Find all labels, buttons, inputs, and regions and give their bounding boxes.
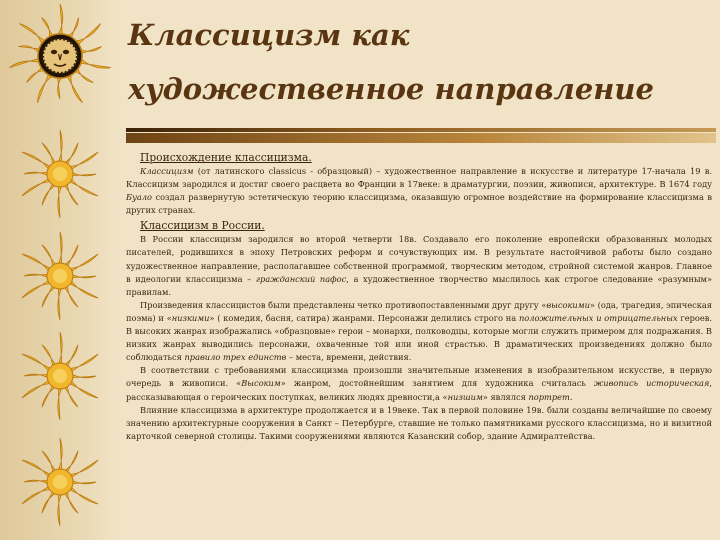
paragraph-text: . (569, 391, 573, 402)
section-heading: Происхождение классицизма. (140, 151, 312, 164)
section-heading: Классицизм в России. (140, 219, 265, 233)
body-paragraph (126, 364, 712, 403)
section-origin (126, 151, 712, 217)
emphasis-text: низкими (171, 312, 210, 323)
emphasis-text: низшим (447, 391, 483, 402)
paragraph-text: – места, времени, действия. (286, 352, 412, 363)
paragraph-text: создал развернутую эстетическую теорию классицизма, оказавшую огромное воздействие на формирование классицизма в других странах. (126, 192, 712, 216)
paragraph-text: (от латинского classicus - образцовый) – художественное направление в искусстве и литературе 17-начала 19 в. Классицизм зародился и достиг своего расцвета во Франции в 17веке: в драматургии, поэзии, живописи, архитектуре. В 1674 году (126, 166, 712, 190)
paragraph-text: » ( комедия, басня, сатира) жанрами. Персонажи делились строго на (209, 312, 519, 323)
slide-title (128, 8, 713, 116)
title-divider (126, 128, 716, 132)
emphasis-text: Классицизм (140, 166, 194, 176)
sun-icon (14, 230, 106, 322)
emphasis-text: гражданский пафос (255, 273, 347, 284)
emphasis-text: высокими (546, 299, 590, 310)
title-divider-bar (126, 133, 716, 143)
body-paragraph (126, 233, 712, 298)
sun-icon (14, 128, 106, 220)
paragraph-text: » являлся (482, 391, 529, 402)
sun-icon (14, 436, 106, 528)
paragraph-text: , а художественное творчество мыслилось как строгое следование «разумным» правилам. (126, 273, 712, 297)
emphasis-text: положительных и отрицательных (518, 312, 678, 323)
body-paragraph (126, 404, 712, 443)
sun-face-icon (6, 0, 114, 112)
paragraph-text: , рассказывающая о героических поступках, великих людях древности,а « (126, 378, 712, 402)
section-russia (126, 219, 712, 443)
sun-icon (14, 330, 106, 422)
body-paragraph (126, 165, 712, 217)
paragraph-text: Произведения классицистов были представлены четко противопоставленными друг другу « (140, 299, 547, 310)
paragraph-text: В соответствии с требованиями классицизма произошли значительные изменения в изобразительном искусстве, в первую очередь в живописи. « (126, 365, 712, 389)
title-line-1: Классицизм как (128, 18, 410, 52)
paragraph-text: » (ода, трагедия, эпическая поэма) и « (126, 299, 712, 323)
body-paragraph (126, 299, 712, 364)
emphasis-text: портрет (528, 391, 570, 402)
paragraph-text: Влияние классицизма в архитектуре продолжается и в 19веке. Так в первой половине 19в. были созданы величайшие по своему значению архитектурные сооружения в Санкт – Петербурге, ставшие не только памятниками русского классицизма, но и визитной карточкой северной столицы. Такими сооружениями являются Казанский собор, здание Адмиралтейства. (126, 404, 712, 441)
paragraph-text: » жанром, достойнейшим занятием для художника считалась (280, 378, 594, 389)
emphasis-text: правило трех единств (184, 352, 287, 363)
emphasis-text: Высоким (241, 378, 281, 389)
emphasis-text: Буало (126, 192, 152, 203)
emphasis-text: живопись историческая (593, 378, 710, 389)
paragraph-text: В России классицизм зародился во второй четверти 18в. Создавало его поколение европейски образованных молодых писателей, родившихся в эпоху Петровских реформ и сочувствующих им. В результате настойчивой работы было создано художественное направление, располагавшее собственной программой, творческим методом, стройной системой жанров. Главное в идеологии классицизма – (126, 234, 712, 284)
paragraph-text: героев. В высоких жанрах изображались «образцовые» герои – монархи, полководцы, которые могли служить примером для подражания. В низких жанрах выводились персонажи, охваченные той или иной страстью. В драматических произведениях должно было соблюдаться (126, 312, 713, 363)
title-line-2: художественное направление (128, 72, 654, 106)
slide-body (126, 151, 712, 443)
